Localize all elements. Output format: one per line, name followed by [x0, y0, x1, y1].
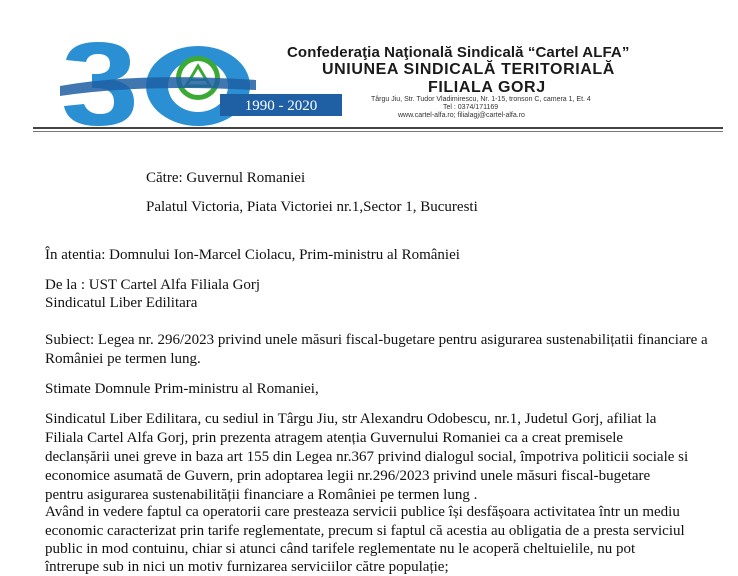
- sender-line: De la : UST Cartel Alfa Filiala Gorj: [45, 277, 261, 293]
- union-name: UNIUNEA SINDICALĂ TERITORIALĂ: [322, 61, 615, 78]
- sender-union: Sindicatul Liber Edilitara: [45, 295, 198, 311]
- paragraph-line: public in mod contuinu, chiar si atunci când tarifele reglementate nu le acoperă cheltuielile, nu pot: [45, 541, 636, 557]
- confederation-name: Confederaţia Naţională Sindicală “Cartel ALFA”: [287, 44, 630, 61]
- subject-line-cont: României pe termen lung.: [45, 351, 201, 367]
- header-divider: [33, 127, 723, 129]
- logo-years: 1990 - 2020: [244, 98, 318, 114]
- recipient-line: Către: Guvernul Romaniei: [146, 170, 306, 186]
- paragraph-line: Sindicatul Liber Edilitara, cu sediul in Târgu Jiu, str Alexandru Odobescu, nr.1, Judetul Gorj, afiliat la: [45, 411, 657, 427]
- paragraph-line: Având in vedere faptul ca operatorii care presteaza servicii publice își desfășoara activitatea într un mediu: [45, 504, 680, 520]
- subject-line: Subiect: Legea nr. 296/2023 privind unele măsuri fiscal-bugetare pentru asigurarea sustenabilițatii financiare a: [45, 332, 708, 348]
- attention-line: În atentia: Domnului Ion-Marcel Ciolacu, Prim-ministru al României: [45, 247, 460, 263]
- paragraph-line: pentru asigurarea sustenabilității financiare a României pe termen lung .: [45, 487, 478, 503]
- paragraph-line: întrerupe sub in nici un motiv furnizarea serviciilor către populație;: [45, 559, 449, 575]
- paragraph-line: economice asumată de Guvern, prin adoptarea legii nr.296/2023 privind unele măsuri fiscal-bugetare: [45, 468, 651, 484]
- recipient-address: Palatul Victoria, Piata Victoriei nr.1,Sector 1, Bucuresti: [146, 199, 478, 215]
- paragraph-line: declanșării unei greve in baza art 155 din Legea nr.367 privind dialogul social, împotriva politicii sociale si: [45, 449, 689, 465]
- web-email: www.cartel-alfa.ro; filialagj@cartel-alfa.ro: [398, 112, 525, 119]
- header-divider-thin: [33, 131, 723, 132]
- paragraph-line: Filiala Cartel Alfa Gorj, prin prezenta atragem atenția Guvernului Romaniei ca a creat premisele: [45, 430, 624, 446]
- phone: Tel : 0374/171169: [443, 104, 499, 111]
- salutation: Stimate Domnule Prim-ministru al Romaniei,: [45, 381, 319, 397]
- paragraph-line: economic caracterizat prin tarife reglementate, precum si faptul că acestia au obligatia de a presta serviciul: [45, 523, 685, 539]
- branch-name: FILIALA GORJ: [428, 79, 546, 96]
- address: Târgu Jiu, Str. Tudor Vladimirescu, Nr. 1-15, tronson C, camera 1, Et. 4: [371, 96, 591, 103]
